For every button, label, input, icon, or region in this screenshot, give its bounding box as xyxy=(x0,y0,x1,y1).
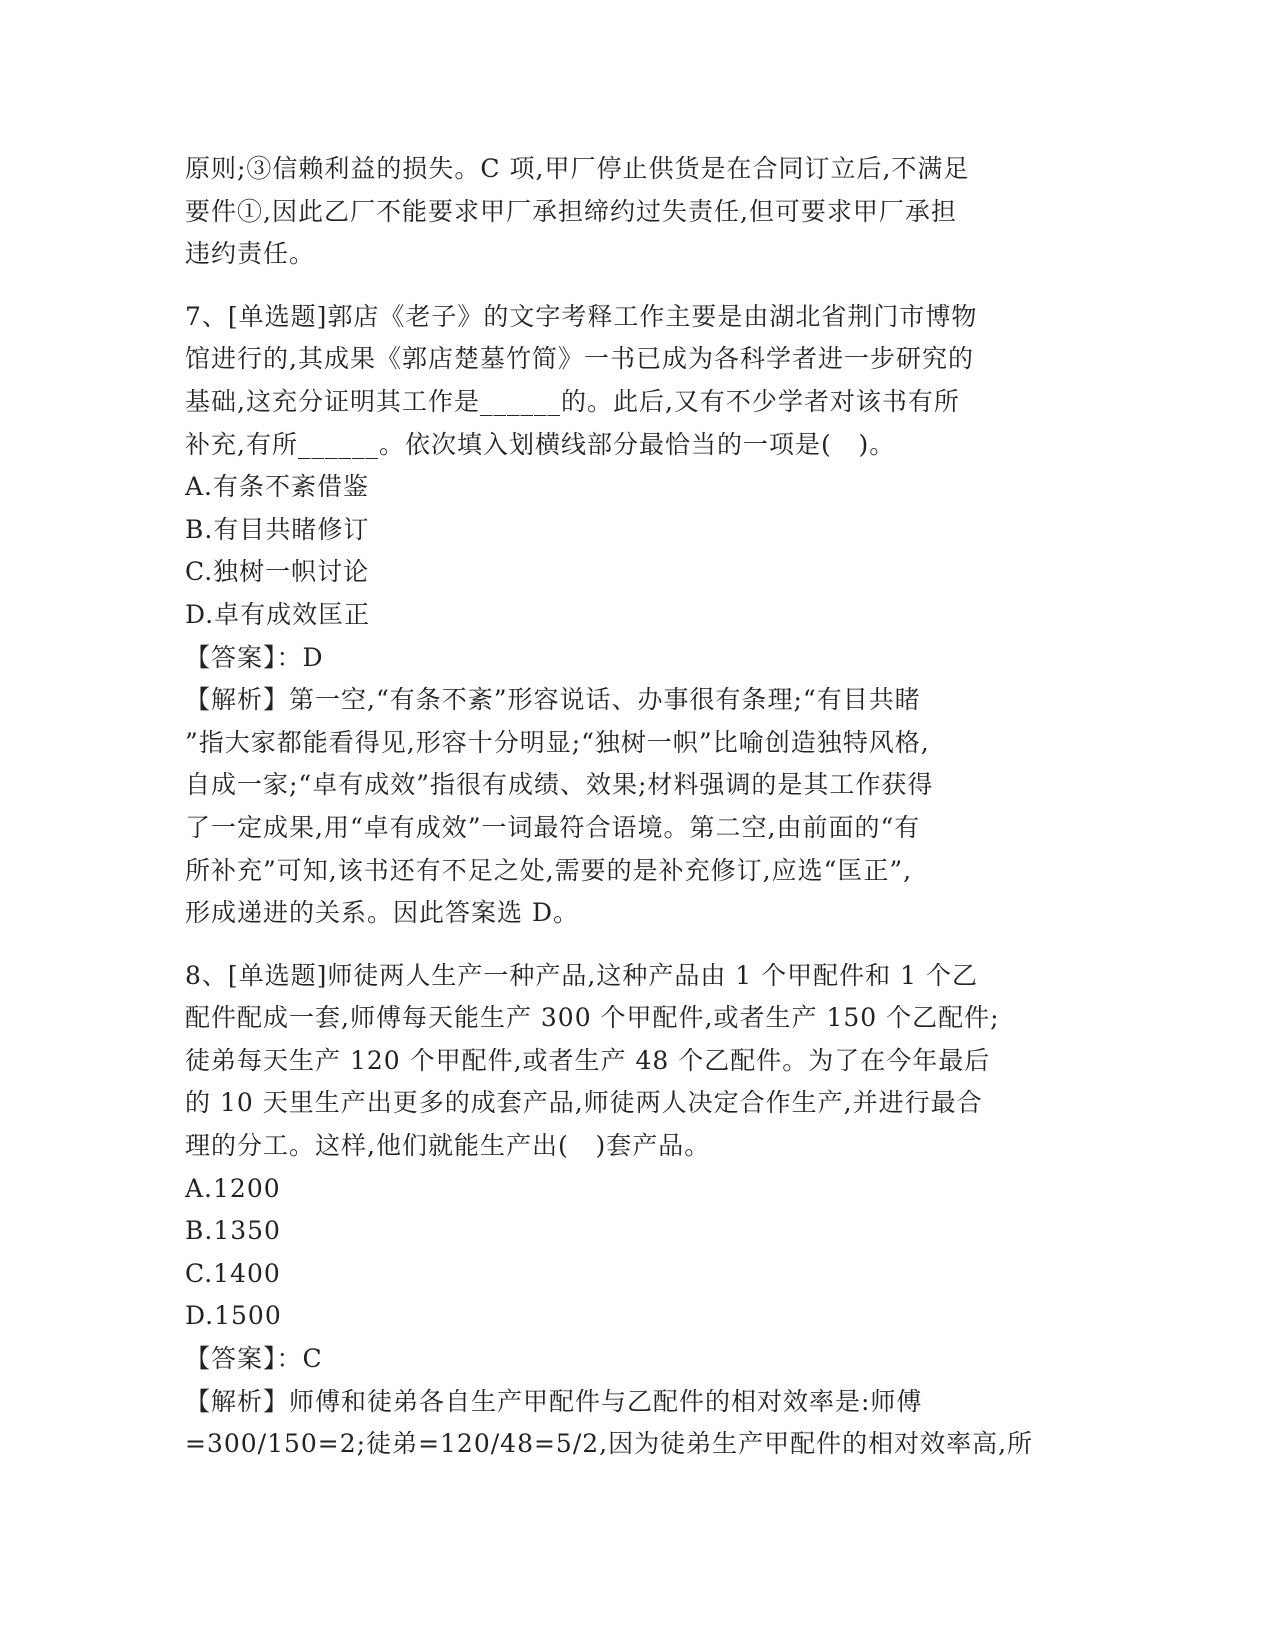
stem-line: 配件配成一套,师傅每天能生产 300 个甲配件,或者生产 150 个乙配件; xyxy=(185,1003,1000,1033)
stem-line: 补充,有所______。依次填入划横线部分最恰当的一项是( )。 xyxy=(185,429,896,459)
option-a: A.有条不紊借鉴 xyxy=(185,472,370,502)
analysis-line: ”指大家都能看得见,形容十分明显;“独树一帜”比喻创造独特风格, xyxy=(185,727,930,757)
document-page xyxy=(185,148,1085,1466)
option-b: B.1350 xyxy=(185,1216,281,1246)
analysis-line: 【解析】第一空,“有条不紊”形容说话、办事很有条理;“有目共睹 xyxy=(185,685,921,715)
stem-line: 徒弟每天生产 120 个甲配件,或者生产 48 个乙配件。为了在今年最后 xyxy=(185,1045,991,1075)
option-d: D.1500 xyxy=(185,1301,282,1331)
stem-line: 馆进行的,其成果《郭店楚墓竹简》一书已成为各科学者进一步研究的 xyxy=(185,344,974,374)
stem-line: 理的分工。这样,他们就能生产出( )套产品。 xyxy=(185,1131,711,1161)
analysis-line: =300/150=2;徒弟=120/48=5/2,因为徒弟生产甲配件的相对效率高,所 xyxy=(185,1429,1034,1459)
question-stem xyxy=(185,296,1085,466)
stem-line: 8、[单选题]师徒两人生产一种产品,这种产品由 1 个甲配件和 1 个乙 xyxy=(185,960,978,990)
text-line: 违约责任。 xyxy=(185,239,316,269)
option-c: C.1400 xyxy=(185,1258,281,1288)
previous-analysis xyxy=(185,148,1085,276)
analysis-line: 自成一家;“卓有成效”指很有成绩、效果;材料强调的是其工作获得 xyxy=(185,770,934,800)
stem-line: 基础,这充分证明其工作是______的。此后,又有不少学者对该书有所 xyxy=(185,386,960,416)
option-a: A.1200 xyxy=(185,1173,281,1203)
analysis-line: 了一定成果,用“卓有成效”一词最符合语境。第二空,由前面的“有 xyxy=(185,812,921,842)
analysis-line: 所补充”可知,该书还有不足之处,需要的是补充修订,应选“匡正”, xyxy=(185,855,913,885)
question-7 xyxy=(185,296,1085,935)
option-c: C.独树一帜讨论 xyxy=(185,557,370,587)
analysis xyxy=(185,679,1085,935)
question-8 xyxy=(185,955,1085,1466)
option-d: D.卓有成效匡正 xyxy=(185,599,371,629)
analysis xyxy=(185,1381,1085,1466)
stem-line: 的 10 天里生产出更多的成套产品,师徒两人决定合作生产,并进行最合 xyxy=(185,1088,983,1118)
text-line: 原则;③信赖利益的损失。C 项,甲厂停止供货是在合同订立后,不满足 xyxy=(185,154,970,183)
answer: 【答案】：D xyxy=(185,642,324,672)
option-list xyxy=(185,1168,1085,1338)
stem-line: 7、[单选题]郭店《老子》的文字考释工作主要是由湖北省荆门市博物 xyxy=(185,301,978,331)
option-b: B.有目共睹修订 xyxy=(185,514,370,544)
answer: 【答案】：C xyxy=(185,1344,323,1374)
analysis-line: 形成递进的关系。因此答案选 D。 xyxy=(185,898,579,928)
question-stem xyxy=(185,955,1085,1168)
analysis-line: 【解析】师傅和徒弟各自生产甲配件与乙配件的相对效率是:师傅 xyxy=(185,1386,923,1416)
option-list xyxy=(185,466,1085,636)
text-line: 要件①,因此乙厂不能要求甲厂承担缔约过失责任,但可要求甲厂承担 xyxy=(185,196,957,226)
